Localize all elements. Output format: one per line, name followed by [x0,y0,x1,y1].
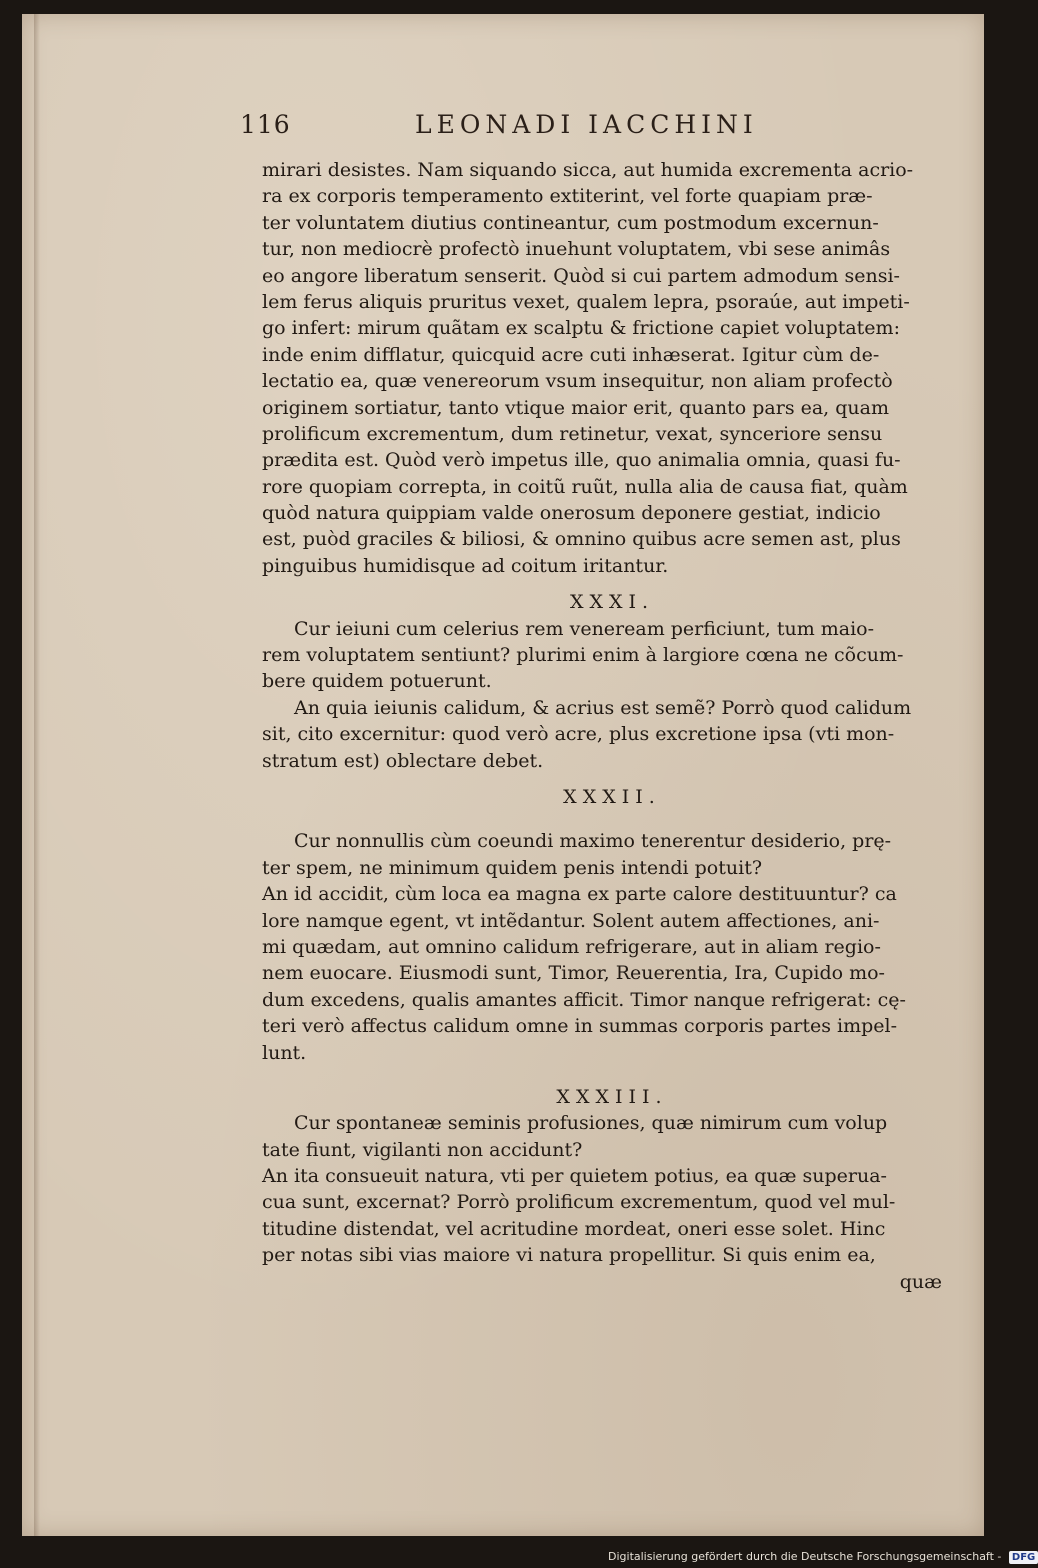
text-line: inde enim difflatur, quicquid acre cuti inhæserat. Igitur cùm de- [262,343,880,366]
page-header [240,110,960,150]
spacer [262,1066,952,1084]
question-line: Cur nonnullis cùm coeundi maximo tenerentur desiderio, prę- [294,830,892,853]
text-line: tur, non mediocrè profectò inuehunt voluptatem, vbi sese animâs [262,238,891,261]
answer-line: lore namque egent, vt intẽdantur. Solent autem affectiones, ani- [262,909,880,932]
text-line: ra ex corporis temperamento extiterint, vel forte quapiam præ- [262,185,873,208]
question-line: ter spem, ne minimum quidem penis intendi potuit? [262,856,763,879]
answer-line: dum excedens, qualis amantes afficit. Timor nanque refrigerat: cę- [262,988,906,1011]
answer-line: sit, cito excernitur: quod verò acre, plus excretione ipsa (vti mon- [262,723,895,746]
spacer [262,774,952,784]
question-line: Cur spontaneæ seminis profusiones, quæ nimirum cum volup [294,1112,888,1135]
question-line: bere quidem potuerunt. [262,670,492,693]
spacer [262,810,952,828]
text-line: eo angore liberatum senserit. Quòd si cui partem admodum sensi- [262,264,900,287]
running-head: LEONADI IACCHINI [415,110,758,139]
text-line: est, puòd graciles & biliosi, & omnino quibus acre semen ast, plus [262,528,901,551]
section-heading-xxxii: XXXII. [563,785,661,808]
text-line: mirari desistes. Nam siquando sicca, aut humida excrementa acrio- [262,159,914,181]
text-line: quòd natura quippiam valde onerosum deponere gestiat, indicio [262,502,881,525]
dfg-logo-icon: DFG [1009,1551,1038,1564]
page-gutter-shadow [34,14,40,1536]
text-block [262,157,952,1295]
section-heading-xxxiii: XXXIII. [556,1085,668,1108]
spacer [262,579,952,589]
answer-line: per notas sibi vias maiore vi natura propellitur. Si quis enim ea, [262,1244,876,1267]
text-line: originem sortiatur, tanto vtique maior erit, quanto pars ea, quam [262,396,890,419]
section-heading-xxxi: XXXI. [569,591,655,614]
credit-text: Digitalisierung gefördert durch die Deutsche Forschungsgemeinschaft - [608,1550,1002,1563]
catchword: quæ [899,1270,942,1293]
answer-line: mi quædam, aut omnino calidum refrigerare, aut in aliam regio- [262,935,881,958]
text-line: prolificum excrementum, dum retinetur, vexat, synceriore sensu [262,422,883,445]
answer-line: lunt. [262,1041,307,1064]
page-number: 116 [240,110,291,139]
answer-line: nem euocare. Eiusmodi sunt, Timor, Reuerentia, Ira, Cupido mo- [262,962,885,985]
answer-line: An quia ieiunis calidum, & acrius est semẽ? Porrò quod calidum [294,696,912,719]
text-line: go infert: mirum quãtam ex scalptu & frictione capiet voluptatem: [262,317,900,340]
text-line: pinguibus humidisque ad coitum iritantur. [262,554,669,577]
answer-line: teri verò affectus calidum omne in summas corporis partes impel- [262,1015,897,1038]
question-line: rem voluptatem sentiunt? plurimi enim à largiore cœna ne cõcum- [262,644,904,667]
digitization-credit [608,1548,1036,1566]
answer-line: cua sunt, excernat? Porrò prolificum excrementum, quod vel mul- [262,1191,896,1214]
question-line: tate fiunt, vigilanti non accidunt? [262,1138,583,1161]
answer-line: titudine distendat, vel acritudine mordeat, oneri esse solet. Hinc [262,1217,886,1240]
text-line: ter voluntatem diutius contineantur, cum postmodum excernun- [262,211,879,234]
text-line: lectatio ea, quæ venereorum vsum insequitur, non aliam profectò [262,370,893,393]
answer-line: An id accidit, cùm loca ea magna ex parte calore destituuntur? ca [262,883,897,906]
text-line: prædita est. Quòd verò impetus ille, quo animalia omnia, quasi fu- [262,449,901,472]
answer-line: stratum est) oblectare debet. [262,749,544,772]
question-line: Cur ieiuni cum celerius rem veneream perficiunt, tum maio- [294,617,875,640]
text-line: lem ferus aliquis pruritus vexet, qualem lepra, psoraúe, aut impeti- [262,290,910,313]
answer-line: An ita consueuit natura, vti per quietem potius, ea quæ superua- [262,1165,887,1188]
text-line: rore quopiam correpta, in coitũ ruũt, nulla alia de causa fiat, quàm [262,475,908,498]
